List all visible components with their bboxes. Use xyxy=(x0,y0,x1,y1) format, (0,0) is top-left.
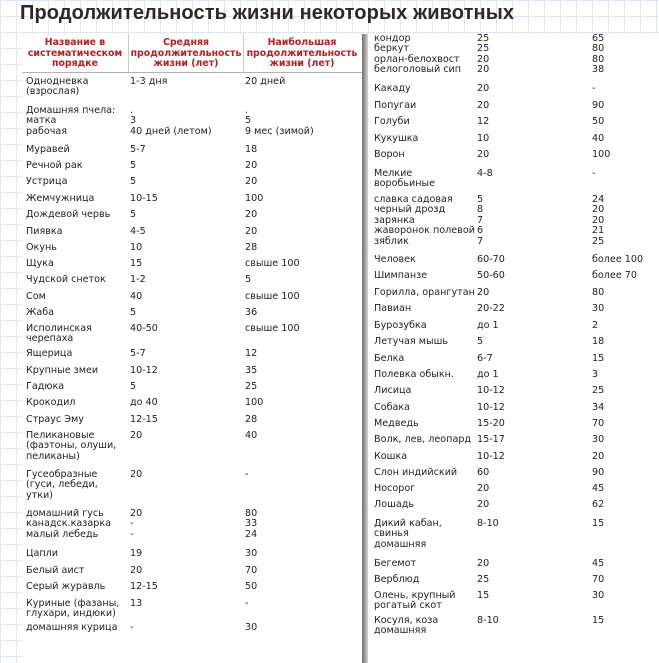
animal-name: Лошадь xyxy=(374,499,415,510)
max-lifespan: 90 xyxy=(592,467,605,478)
animal-name: Полевка обыкн. xyxy=(374,369,454,380)
animal-name: Косуля, коза домашняя xyxy=(374,615,439,637)
animal-name: Крокодил xyxy=(26,397,76,408)
animal-name: Домашняя пчела: матка рабочая xyxy=(26,105,116,137)
animal-name: домашний гусь канадск.казарка малый лебедь xyxy=(26,508,111,540)
average-lifespan: 60 xyxy=(477,467,490,478)
average-lifespan: 50-60 xyxy=(477,270,505,281)
animal-name: Какаду xyxy=(374,83,411,94)
average-lifespan: 20-22 xyxy=(477,303,505,314)
max-lifespan: 15 xyxy=(592,615,605,626)
animal-name: Серый журавль xyxy=(26,581,106,592)
max-lifespan: 100 xyxy=(592,149,611,160)
animal-name: славка садовая черный дрозд зарянка жаворонок полевой зяблик xyxy=(374,194,475,247)
animal-name: Дикий кабан, свинья домашняя xyxy=(374,518,442,550)
animal-name: Жемчужница xyxy=(26,193,95,204)
max-lifespan: - xyxy=(592,168,596,179)
max-lifespan: 30 xyxy=(245,548,258,559)
average-lifespan: до 40 xyxy=(130,397,158,408)
max-lifespan: более 100 xyxy=(592,254,644,265)
animal-name: Устрица xyxy=(26,176,68,187)
header-average: Средняя продолжительность жизни (лет) xyxy=(130,37,242,69)
max-lifespan: 100 xyxy=(245,193,264,204)
animal-name: Щука xyxy=(26,258,54,269)
animal-name: Бегемот xyxy=(374,558,417,569)
max-lifespan: свыше 100 xyxy=(245,258,300,269)
average-lifespan: 20 xyxy=(477,83,490,94)
animal-name: Бурозубка xyxy=(374,320,427,331)
max-lifespan: 30 xyxy=(592,303,605,314)
average-lifespan: 10-15 xyxy=(130,193,158,204)
max-lifespan: 18 xyxy=(245,144,258,155)
average-lifespan: - xyxy=(130,622,134,633)
max-lifespan: 20 xyxy=(592,451,605,462)
max-lifespan: 20 xyxy=(245,176,258,187)
max-lifespan: свыше 100 xyxy=(245,323,300,334)
max-lifespan: 36 xyxy=(245,307,258,318)
max-lifespan: 50 xyxy=(245,581,258,592)
animal-name: Слон индийский xyxy=(374,467,458,478)
animal-name: Речной рак xyxy=(26,160,83,171)
average-lifespan: 13 xyxy=(130,598,143,609)
max-lifespan: 70 xyxy=(592,418,605,429)
average-lifespan: . 3 40 дней (летом) xyxy=(130,105,212,137)
average-lifespan: 15-17 xyxy=(477,434,505,445)
animal-name: Гусеобразные (гуси, лебеди, утки) xyxy=(26,469,98,501)
max-lifespan: 45 xyxy=(592,558,605,569)
animal-name: Собака xyxy=(374,402,411,413)
max-lifespan: - xyxy=(592,83,596,94)
average-lifespan: 10-12 xyxy=(477,402,505,413)
animal-name: Дождевой червь xyxy=(26,209,111,220)
average-lifespan: 25 xyxy=(477,574,490,585)
average-lifespan: 5 8 7 6 7 xyxy=(477,194,484,247)
average-lifespan: 5 xyxy=(130,209,137,220)
animal-name: Ворон xyxy=(374,149,405,160)
header-divider xyxy=(128,34,129,72)
animal-name: Цапли xyxy=(26,548,58,559)
header-name: Название в систематическом порядке xyxy=(27,37,123,69)
animal-name: Летучая мышь xyxy=(374,336,448,347)
max-lifespan: 34 xyxy=(592,402,605,413)
average-lifespan: 5-7 xyxy=(130,144,146,155)
animal-name: Лисица xyxy=(374,385,412,396)
animal-name: Пиявка xyxy=(26,226,63,237)
animal-name: Попугаи xyxy=(374,100,417,111)
animal-name: Кукушка xyxy=(374,133,419,144)
average-lifespan: 6-7 xyxy=(477,353,493,364)
max-lifespan: 5 xyxy=(245,274,252,285)
average-lifespan: 40 xyxy=(130,291,143,302)
average-lifespan: 4-8 xyxy=(477,168,493,179)
header-maximum: Наибольшая продолжительность жизни (лет) xyxy=(246,37,358,69)
average-lifespan: 20 xyxy=(477,149,490,160)
average-lifespan: 1-3 дня xyxy=(130,76,168,87)
max-lifespan: 40 xyxy=(592,133,605,144)
animal-name: Гадюка xyxy=(26,381,65,392)
max-lifespan: 30 xyxy=(245,622,258,633)
max-lifespan: 35 xyxy=(245,365,258,376)
animal-name: Окунь xyxy=(26,242,57,253)
max-lifespan: 80 33 24 xyxy=(245,508,258,540)
animal-name: Муравей xyxy=(26,144,70,155)
average-lifespan: 25 25 20 20 xyxy=(477,33,490,76)
max-lifespan: 25 xyxy=(592,385,605,396)
animal-name: Носорог xyxy=(374,483,416,494)
max-lifespan: 70 xyxy=(592,574,605,585)
max-lifespan: 24 20 20 21 25 xyxy=(592,194,605,247)
animal-name: Верблюд xyxy=(374,574,420,585)
average-lifespan: 60-70 xyxy=(477,254,505,265)
average-lifespan: 20 xyxy=(477,499,490,510)
max-lifespan: 28 xyxy=(245,242,258,253)
animal-name: Горилла, орангутан xyxy=(374,287,475,298)
animal-name: Кошка xyxy=(374,451,408,462)
average-lifespan: 19 xyxy=(130,548,143,559)
animal-name: Белка xyxy=(374,353,405,364)
max-lifespan: 65 80 80 38 xyxy=(592,33,605,76)
average-lifespan: 20 xyxy=(477,483,490,494)
max-lifespan: более 70 xyxy=(592,270,637,281)
animal-name: Страус Эму xyxy=(26,414,84,425)
average-lifespan: 20 xyxy=(130,469,143,480)
animal-name: Исполинская черепаха xyxy=(26,323,92,345)
animal-name: Волк, лев, леопард xyxy=(374,434,472,445)
max-lifespan: 50 xyxy=(592,116,605,127)
average-lifespan: 5 xyxy=(130,176,137,187)
average-lifespan: 10-12 xyxy=(130,365,158,376)
average-lifespan: 5 xyxy=(130,160,137,171)
max-lifespan: 12 xyxy=(245,348,258,359)
max-lifespan: 15 xyxy=(592,353,605,364)
average-lifespan: 40-50 xyxy=(130,323,158,334)
average-lifespan: 20 - - xyxy=(130,508,143,540)
max-lifespan: 40 xyxy=(245,430,258,441)
average-lifespan: до 1 xyxy=(477,369,499,380)
animal-name: Пеликановые (фаэтоны, олуши, пеликаны) xyxy=(26,430,117,462)
average-lifespan: 5 xyxy=(477,336,484,347)
average-lifespan: 20 xyxy=(477,558,490,569)
average-lifespan: 15 xyxy=(130,258,143,269)
average-lifespan: 10 xyxy=(130,242,143,253)
max-lifespan: 3 xyxy=(592,369,599,380)
max-lifespan: свыше 100 xyxy=(245,291,300,302)
right-table xyxy=(368,34,659,663)
average-lifespan: 5 xyxy=(130,381,137,392)
average-lifespan: 8-10 xyxy=(477,518,499,529)
animal-name: Мелкие воробьиные xyxy=(374,168,436,190)
max-lifespan: - xyxy=(245,469,249,480)
animal-name: Чудской снеток xyxy=(26,274,106,285)
max-lifespan: 20 xyxy=(245,160,258,171)
max-lifespan: . 5 9 мес (зимой) xyxy=(245,105,314,137)
max-lifespan: 20 xyxy=(245,209,258,220)
animal-name: Куриные (фазаны, глухари, индюки) xyxy=(26,598,120,620)
animal-name: Однодневка (взрослая) xyxy=(26,76,89,98)
max-lifespan: 80 xyxy=(592,287,605,298)
max-lifespan: 70 xyxy=(245,565,258,576)
average-lifespan: 20 xyxy=(130,565,143,576)
max-lifespan: 20 дней xyxy=(245,76,286,87)
average-lifespan: 12-15 xyxy=(130,414,158,425)
average-lifespan: 20 xyxy=(477,287,490,298)
average-lifespan: 4-5 xyxy=(130,226,146,237)
animal-name: Голуби xyxy=(374,116,410,127)
animal-name: домашняя курица xyxy=(26,622,118,633)
average-lifespan: 20 xyxy=(477,100,490,111)
animal-name: Павиан xyxy=(374,303,412,314)
max-lifespan: 45 xyxy=(592,483,605,494)
animal-name: Белый аист xyxy=(26,565,85,576)
average-lifespan: 5 xyxy=(130,307,137,318)
max-lifespan: 100 xyxy=(245,397,264,408)
animal-name: Крупные змеи xyxy=(26,365,99,376)
average-lifespan: 8-10 xyxy=(477,615,499,626)
max-lifespan: 30 xyxy=(592,590,605,601)
average-lifespan: 12 xyxy=(477,116,490,127)
max-lifespan: 30 xyxy=(592,434,605,445)
page-title: Продолжительность жизни некоторых животных xyxy=(20,2,515,24)
average-lifespan: 12-15 xyxy=(130,581,158,592)
animal-name: Шимпанзе xyxy=(374,270,428,281)
max-lifespan: 15 xyxy=(592,518,605,529)
average-lifespan: 5-7 xyxy=(130,348,146,359)
max-lifespan: - xyxy=(245,598,249,609)
animal-name: Олень, крупный рогатый скот xyxy=(374,590,456,612)
average-lifespan: 10-12 xyxy=(477,385,505,396)
average-lifespan: 10-12 xyxy=(477,451,505,462)
max-lifespan: 62 xyxy=(592,499,605,510)
header-divider xyxy=(243,34,244,72)
max-lifespan: 20 xyxy=(245,226,258,237)
animal-name: кондор беркут орлан-белохвост белоголовый сип xyxy=(374,33,462,76)
average-lifespan: до 1 xyxy=(477,320,499,331)
max-lifespan: 25 xyxy=(245,381,258,392)
animal-name: Человек xyxy=(374,254,416,265)
max-lifespan: 28 xyxy=(245,414,258,425)
max-lifespan: 90 xyxy=(592,100,605,111)
max-lifespan: 2 xyxy=(592,320,599,331)
average-lifespan: 15 xyxy=(477,590,490,601)
average-lifespan: 1-2 xyxy=(130,274,146,285)
left-table xyxy=(22,34,362,663)
average-lifespan: 10 xyxy=(477,133,490,144)
animal-name: Жаба xyxy=(26,307,55,318)
table-header xyxy=(22,34,362,73)
animal-name: Ящерица xyxy=(26,348,73,359)
animal-name: Сом xyxy=(26,291,46,302)
max-lifespan: 18 xyxy=(592,336,605,347)
average-lifespan: 15-20 xyxy=(477,418,505,429)
animal-name: Медведь xyxy=(374,418,419,429)
average-lifespan: 20 xyxy=(130,430,143,441)
